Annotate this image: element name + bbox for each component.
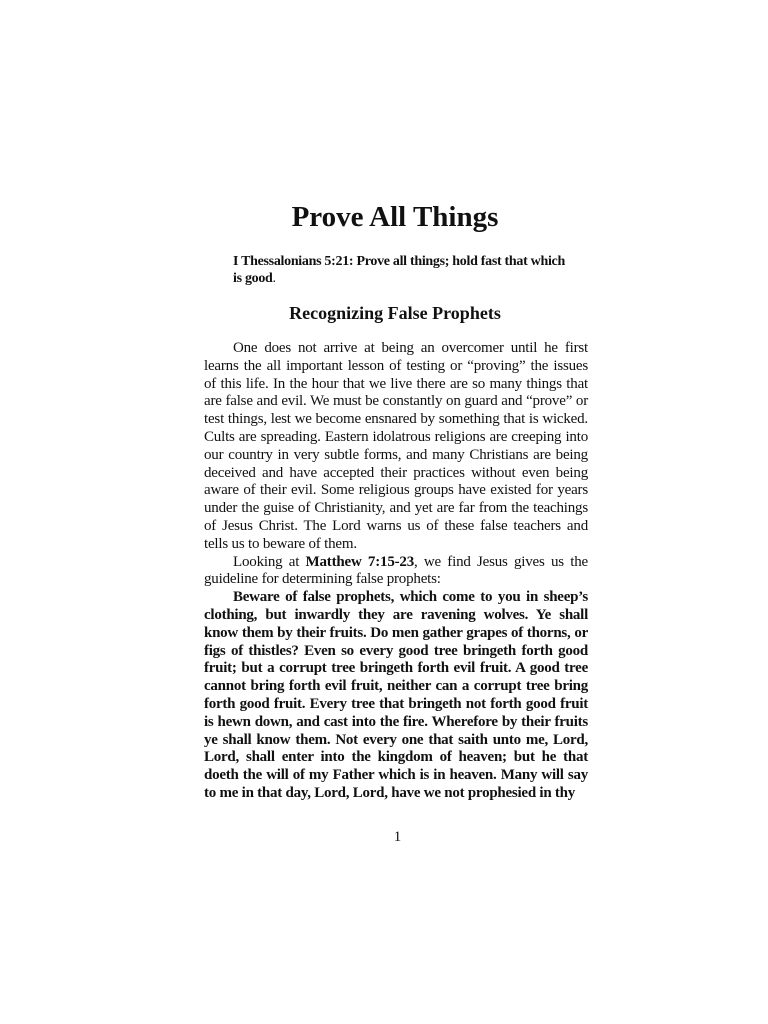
body-text [204, 340, 588, 803]
epigraph-separator: : [348, 254, 357, 269]
scripture-quote: Beware of false prophets, which come to you in sheep’s clothing, but inwardly they are ravening wolves. Ye shall know them by their fruits. Do men gather grapes of thorns, or figs of thistles? Even so every good tree bringeth forth good fruit; but a corrupt tree bringeth forth evil fruit. A good tree cannot bring forth evil fruit, neither can a corrupt tree bring forth good fruit. Every tree that bringeth not forth good fruit is hewn down, and cast into the fire. Wherefore by their fruits ye shall know them. Not every one that saith unto me, Lord, Lord, shall enter into the kingdom of heaven; but he that doeth the will of my Father which is in heaven. Many will say to me in that day, Lord, Lord, have we not prophesied in thy [204, 589, 588, 801]
paragraph-2 [204, 554, 588, 590]
epigraph-text: Prove all things; hold fast that which is good [233, 254, 565, 286]
section-heading: Recognizing False Prophets [289, 303, 501, 323]
page-number: 1 [393, 829, 402, 845]
epigraph [233, 253, 569, 287]
epigraph-reference: I Thessalonians 5:21 [233, 254, 349, 269]
paragraph-1: One does not arrive at being an overcomer until he first learns the all important lesson of testing or “proving” the issues of this life. In the hour that we live there are so many things that are false and evil. We must be constantly on guard and “prove” or test things, lest we become ensnared by something that is wicked. Cults are spreading. Eastern idolatrous religions are creeping into our country in very subtle forms, and many Christians are being deceived and have accepted their practices without even being aware of their evil. Some religious groups have existed for years under the guise of Christianity, and yet are far from the teachings of Jesus Christ. The Lord warns us of these false teachers and tells us to beware of them. [204, 340, 588, 552]
paragraph-2-rest: , we find Jesus gives us the guideline for determining false prophets: [204, 553, 588, 588]
epigraph-end: . [272, 271, 276, 286]
page-title: Prove All Things [291, 201, 499, 233]
scripture-reference: Matthew 7:15-23 [305, 553, 415, 570]
paragraph-2-lead: Looking at [233, 553, 306, 570]
